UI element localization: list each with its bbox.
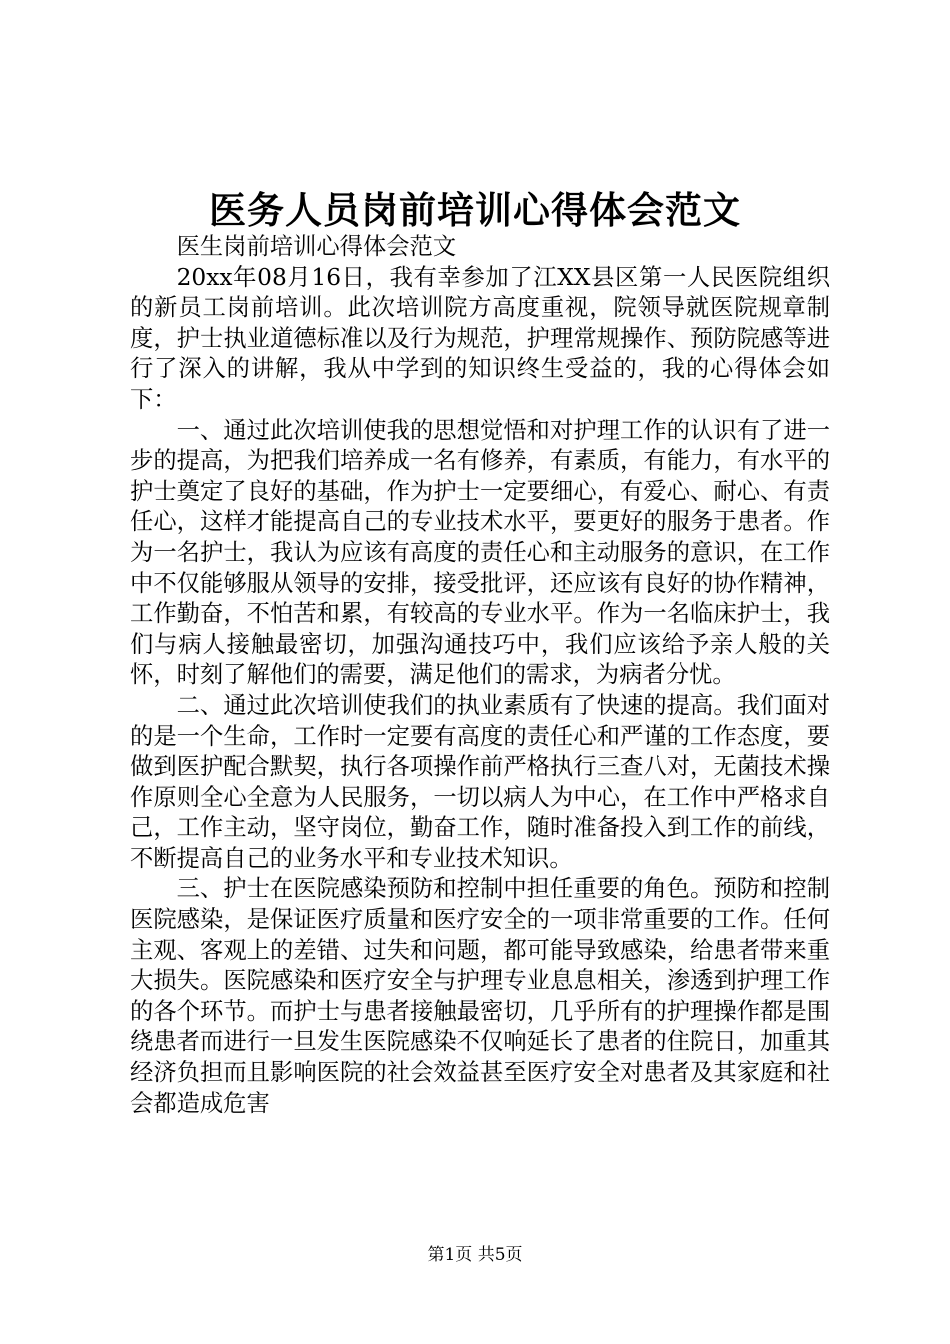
subtitle-paragraph: 医生岗前培训心得体会范文 [176, 233, 457, 260]
page-number-footer: 第1页 共5页 [427, 1245, 523, 1265]
document-body [130, 232, 830, 1119]
section-two-paragraph: 二、通过此次培训使我们的执业素质有了快速的提高。我们面对的是一个生命，工作时一定要有高度的责任心和严谨的工作态度，要做到医护配合默契，执行各项操作前严格执行三查八对，无菌技术操作原则全心全意为人民服务，一切以病人为中心，在工作中严格求自己，工作主动，坚守岗位，勤奋工作，随时准备投入到工作的前线，不断提高自己的业务水平和专业技术知识。 [130, 691, 830, 872]
section-one-paragraph: 一、通过此次培训使我的思想觉悟和对护理工作的认识有了进一步的提高，为把我们培养成一名有修养，有素质，有能力，有水平的护士奠定了良好的基础，作为护士一定要细心，有爱心、耐心、有责任心，这样才能提高自己的专业技术水平，要更好的服务于患者。作为一名护士，我认为应该有高度的责任心和主动服务的意识，在工作中不仅能够服从领导的安排，接受批评，还应该有良好的协作精神，工作勤奋，不怕苦和累，有较高的专业水平。作为一名临床护士，我们与病人接触最密切，加强沟通技巧中，我们应该给予亲人般的关怀，时刻了解他们的需要，满足他们的需求，为病者分忧。 [130, 416, 830, 689]
document-title: 医务人员岗前培训心得体会范文 [209, 188, 741, 232]
intro-paragraph: 20xx年08月16日，我有幸参加了江XX县区第一人民医院组织的新员工岗前培训。此次培训院方高度重视，院领导就医院规章制度，护士执业道德标准以及行为规范，护理常规操作、预防院感等进行了深入的讲解，我从中学到的知识终生受益的，我的心得体会如下： [130, 263, 830, 413]
section-three-paragraph: 三、护士在医院感染预防和控制中担任重要的角色。预防和控制医院感染，是保证医疗质量和医疗安全的一项非常重要的工作。任何主观、客观上的差错、过失和问题，都可能导致感染，给患者带来重大损失。医院感染和医疗安全与护理专业息息相关，渗透到护理工作的各个环节。而护士与患者接触最密切，几乎所有的护理操作都是围绕患者而进行一旦发生医院感染不仅响延长了患者的住院日，加重其经济负担而且影响医院的社会效益甚至医疗安全对患者及其家庭和社会都造成危害 [130, 875, 830, 1117]
